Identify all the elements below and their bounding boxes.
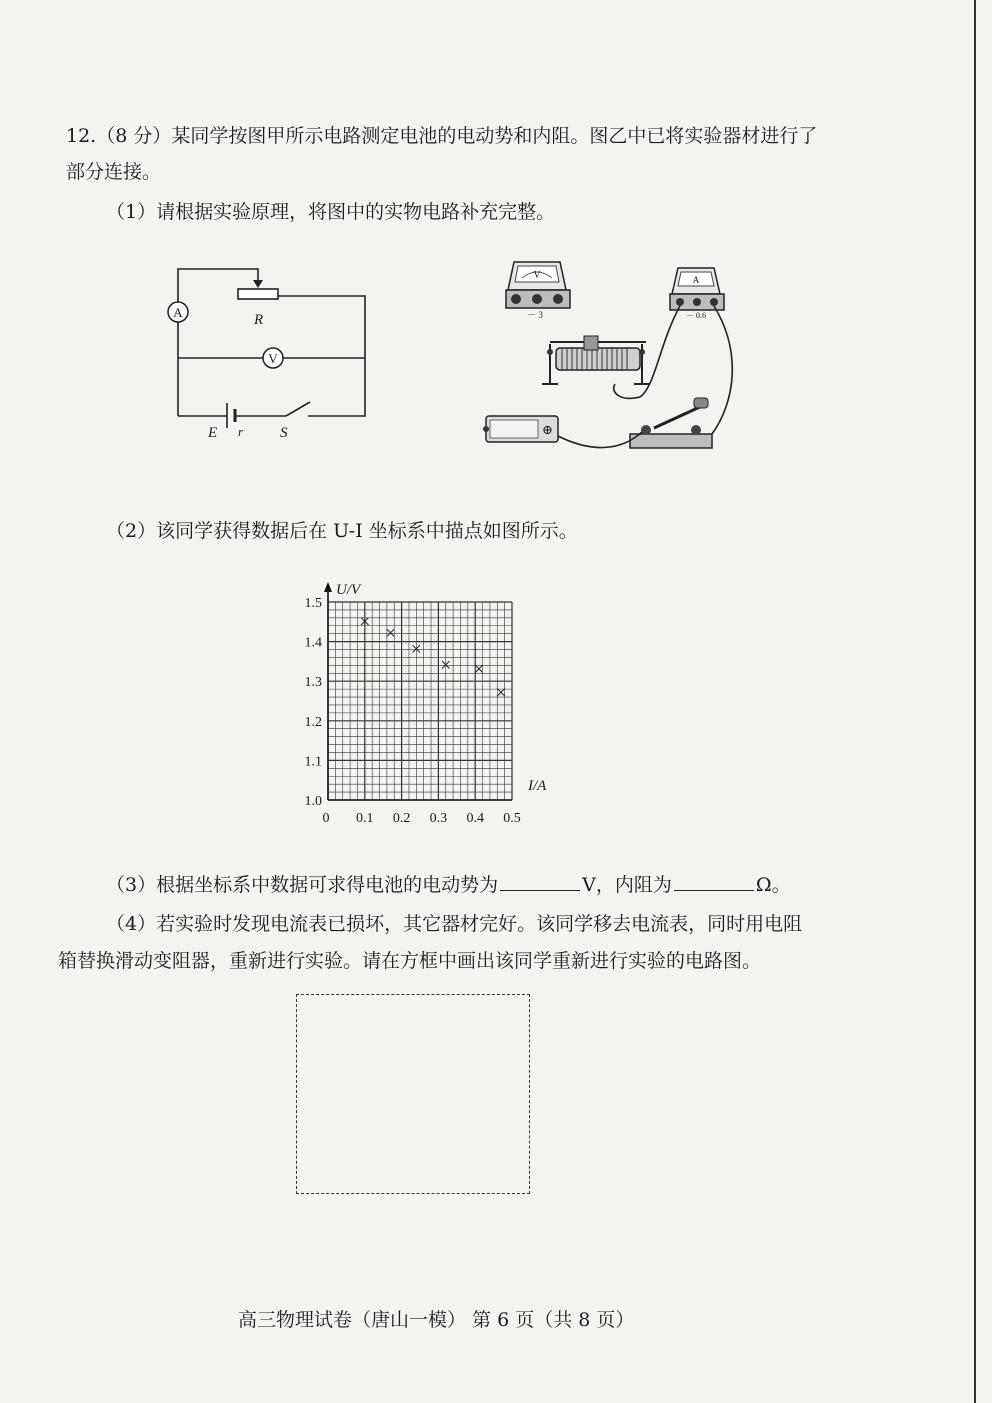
ammeter-terminals: － 0.6 — [686, 311, 706, 320]
internal-r-label: r — [238, 424, 244, 439]
part4-line1: （4）若实验时发现电流表已损坏，其它器材完好。该同学移去电流表，同时用电阻 — [106, 913, 803, 935]
data-point: × — [440, 654, 452, 677]
y-tick-label: 1.2 — [304, 714, 322, 730]
battery-plus-symbol: ⊕ — [542, 422, 553, 437]
chart-grid — [328, 602, 512, 800]
rheostat-device — [542, 336, 650, 384]
data-point: × — [384, 622, 397, 645]
part3-mid: V，内阻为 — [582, 874, 672, 896]
question-header-cont: 部分连接。 — [66, 161, 162, 183]
scan-edge-line — [974, 0, 976, 1403]
ammeter-label: A — [173, 305, 183, 320]
resistance-answer-blank[interactable] — [674, 872, 754, 891]
part4-line2: 箱替换滑动变阻器，重新进行实验。请在方框中画出该同学重新进行实验的电路图。 — [58, 950, 762, 972]
x-tick-label: 0.5 — [503, 811, 521, 826]
x-tick-label: 0.4 — [466, 811, 484, 826]
data-point: × — [359, 610, 371, 633]
answer-drawing-box[interactable] — [296, 994, 530, 1194]
circuit-diagram — [160, 260, 380, 450]
emf-answer-blank[interactable] — [500, 872, 580, 891]
part1-text: （1）请根据实验原理，将图中的实物电路补充完整。 — [106, 201, 556, 223]
x-tick-label: 0.2 — [392, 811, 411, 826]
voltmeter-terminals: － 3 — [527, 310, 543, 320]
data-point: × — [495, 682, 507, 705]
y-axis-arrow — [324, 582, 332, 592]
battery-device — [483, 416, 558, 442]
part2-text: （2）该同学获得数据后在 U-I 坐标系中描点如图所示。 — [106, 520, 578, 542]
voltmeter-device-label: V — [533, 270, 541, 281]
question-header: 12.（8 分）某同学按图甲所示电路测定电池的电动势和内阻。图乙中已将实验器材进行了 — [66, 125, 818, 147]
x-axis-label: I/A — [528, 778, 547, 794]
ui-chart — [290, 578, 570, 833]
y-tick-label: 1.1 — [304, 754, 322, 770]
chart-axes — [324, 582, 512, 800]
resistor-label: R — [254, 312, 264, 328]
switch-label: S — [280, 425, 288, 441]
emf-label: E — [208, 425, 218, 441]
x-tick-label: 0.3 — [429, 811, 448, 826]
part3-line — [106, 872, 791, 897]
y-tick-label: 1.5 — [304, 596, 322, 611]
chart-ticks — [305, 596, 521, 826]
switch-device — [630, 398, 712, 448]
voltmeter-label: V — [268, 351, 278, 366]
part3-before: （3）根据坐标系中数据可求得电池的电动势为 — [106, 874, 499, 896]
y-tick-label: 1.4 — [304, 635, 322, 651]
ammeter-device — [670, 268, 724, 320]
x-tick-label: 0.1 — [356, 811, 374, 826]
apparatus-figure — [480, 252, 740, 457]
voltmeter-device — [506, 262, 570, 320]
page-footer: 高三物理试卷（唐山一模） 第 6 页（共 8 页） — [238, 1309, 635, 1331]
y-tick-label: 1.0 — [304, 794, 322, 809]
part3-after: Ω。 — [755, 874, 791, 896]
x-tick-label: 0 — [322, 811, 330, 826]
ammeter-device-label: A — [692, 275, 700, 285]
y-tick-label: 1.3 — [304, 675, 322, 691]
data-point: × — [473, 658, 485, 681]
y-axis-label: U/V — [336, 582, 361, 598]
data-point: × — [410, 638, 422, 661]
